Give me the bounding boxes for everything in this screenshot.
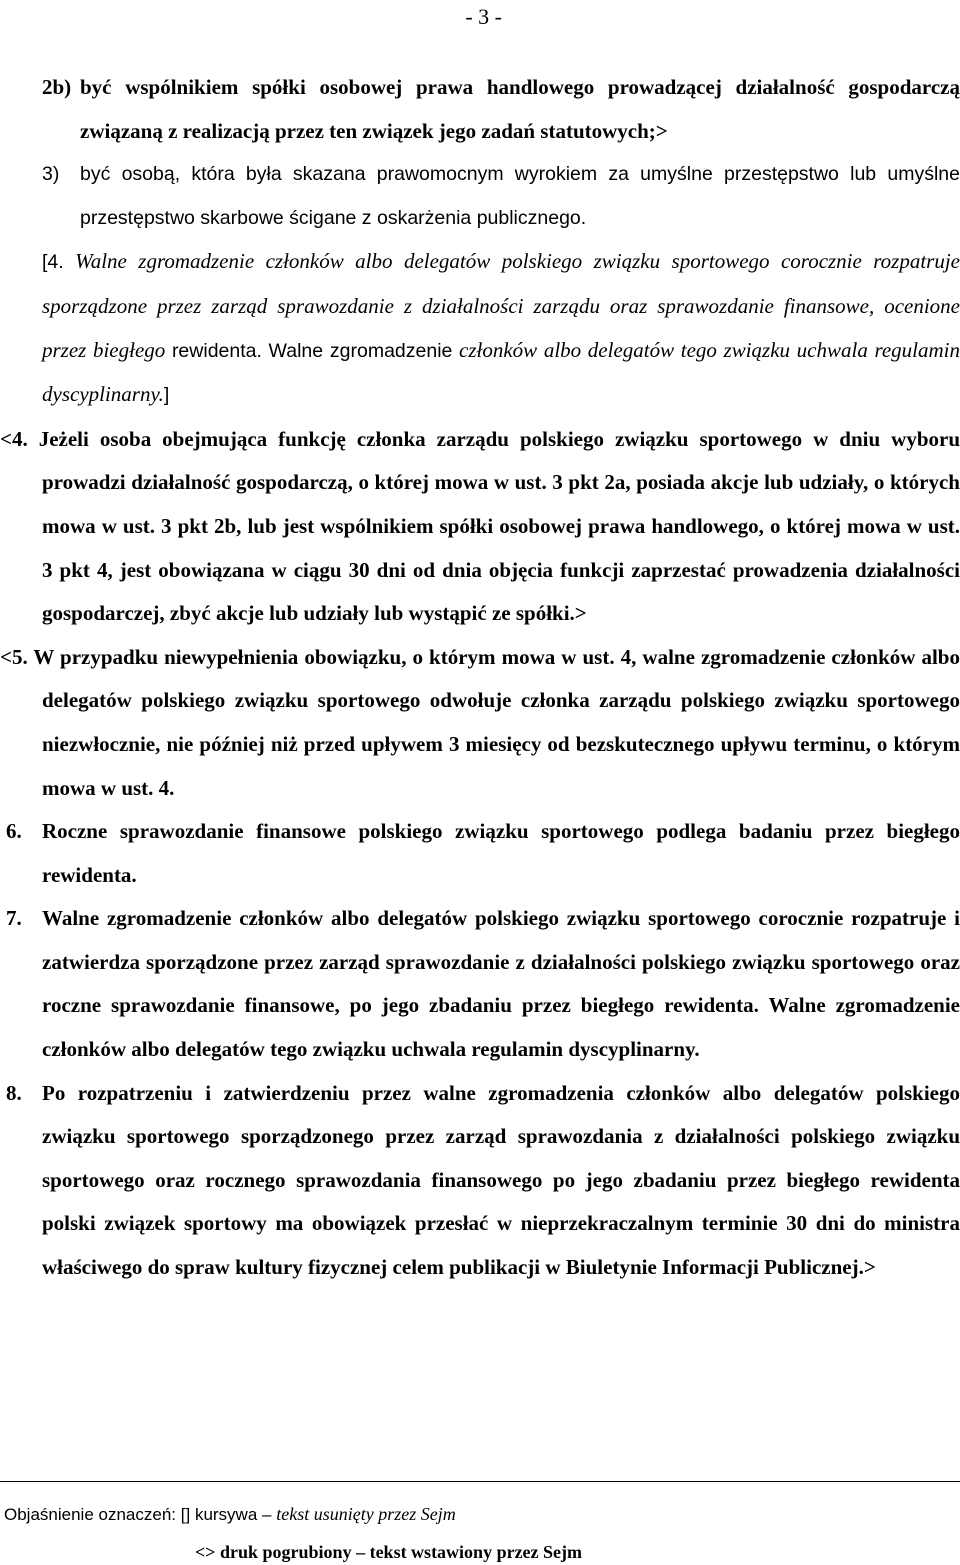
paragraph-4-removed-text-c: Walne zgromadzenie [268, 339, 453, 362]
paragraph-6 [0, 810, 960, 897]
paragraph-4-new-text: <4. Jeżeli osoba obejmująca funkcję członka zarządu polskiego związku sportowego w dniu wyboru prowadzi działalność gospodarczą, o której mowa w ust. 3 pkt 2a, posiada akcje lub udziały, o których mowa w ust. 3 pkt 2b, lub jest wspólnikiem spółki osobowej prawa handlowego, o której mowa w ust. 3 pkt 4, jest obowiązana w ciągu 30 dni od dnia objęcia funkcji zaprzestać prowadzenia działalności gospodarczej, zbyć akcje lub udziały lub wystąpić ze spółki.> [0, 426, 960, 626]
paragraph-8 [0, 1072, 960, 1290]
item-2b-text: być wspólnikiem spółki osobowej prawa handlowego prowadzącej działalność gospodarczą związaną z realizacją przez ten związek jego zadań statutowych;> [80, 75, 960, 143]
legend-inserted: <> druk pogrubiony – tekst wstawiony przez Sejm [195, 1542, 583, 1562]
paragraph-7-text: Walne zgromadzenie członków albo delegatów polskiego związku sportowego corocznie rozpatruje i zatwierdza sporządzone przez zarząd sprawozdanie z działalności polskiego związku sportowego oraz roczne sprawozdanie finansowe, po jego zbadaniu przez biegłego rewidenta. Walne zgromadzenie członków albo delegatów tego związku uchwala regulamin dyscyplinarny. [42, 906, 960, 1062]
paragraph-7 [0, 897, 960, 1071]
paragraph-6-number: 6. [6, 819, 22, 844]
legend-label: Objaśnienie oznaczeń: [4, 1505, 177, 1524]
item-3 [0, 153, 960, 240]
legend-symbol-brackets: [] [180, 1505, 191, 1524]
paragraph-4-removed-text: Walne zgromadzenie członków albo delegatów polskiego związku sportowego corocznie rozpatruje sporządzone przez zarząd sprawozdanie z działalności zarządu oraz sprawozdanie finansowe, ocenione przez biegłego [42, 249, 960, 362]
legend-line-1 [0, 1501, 960, 1528]
paragraph-7-number: 7. [6, 906, 22, 931]
item-2b-number: 2b) [42, 75, 72, 99]
legend-line-2 [0, 1539, 960, 1565]
paragraph-4-removed-text-d: członków albo delegatów tego związku uchwala regulamin dyscyplinarny. [42, 337, 960, 407]
footer-divider [0, 1481, 960, 1482]
paragraph-5 [0, 636, 960, 810]
paragraph-4-removed-text-b: rewidenta. [171, 339, 262, 362]
paragraph-6-text: Roczne sprawozdanie finansowe polskiego związku sportowego podlega badaniu przez biegłego rewidenta. [42, 819, 960, 887]
paragraph-4-removed-open: [4. [42, 251, 64, 274]
paragraph-4-removed-close: ] [163, 384, 170, 407]
paragraph-4-new [0, 418, 960, 636]
paragraph-5-text: <5. W przypadku niewypełnienia obowiązku, o którym mowa w ust. 4, walne zgromadzenie członków albo delegatów polskiego związku sportowego odwołuje członka zarządu polskiego związku sportowego niezwłocznie, nie później niż przed upływem 3 miesięcy od bezskutecznego upływu terminu, o którym mowa w ust. 4. [0, 644, 960, 800]
document-body [0, 66, 960, 1290]
paragraph-8-number: 8. [6, 1080, 22, 1105]
page-number: - 3 - [465, 4, 502, 29]
legend-dash: – [262, 1505, 272, 1524]
legend-desc-removed: tekst usunięty przez Sejm [276, 1504, 456, 1524]
item-3-text: być osobą, która była skazana prawomocnym wyrokiem za umyślne przestępstwo lub umyślne przestępstwo skarbowe ścigane z oskarżenia publicznego. [80, 163, 960, 229]
paragraph-8-text: Po rozpatrzeniu i zatwierdzeniu przez walne zgromadzenia członków albo delegatów polskiego związku sportowego sporządzonego przez zarząd sprawozdania z działalności polskiego związku sportowego oraz rocznego sprawozdania finansowego po jego zbadaniu przez biegłego rewidenta polski związek sportowy ma obowiązek przesłać w nieprzekraczalnym terminie 30 dni do ministra właściwego do spraw kultury fizycznej celem publikacji w Biuletynie Informacji Publicznej.> [42, 1080, 960, 1280]
item-3-number: 3) [42, 163, 60, 186]
legend-mode: kursywa [194, 1505, 258, 1524]
item-2b [0, 66, 960, 153]
paragraph-4-removed [0, 240, 960, 417]
